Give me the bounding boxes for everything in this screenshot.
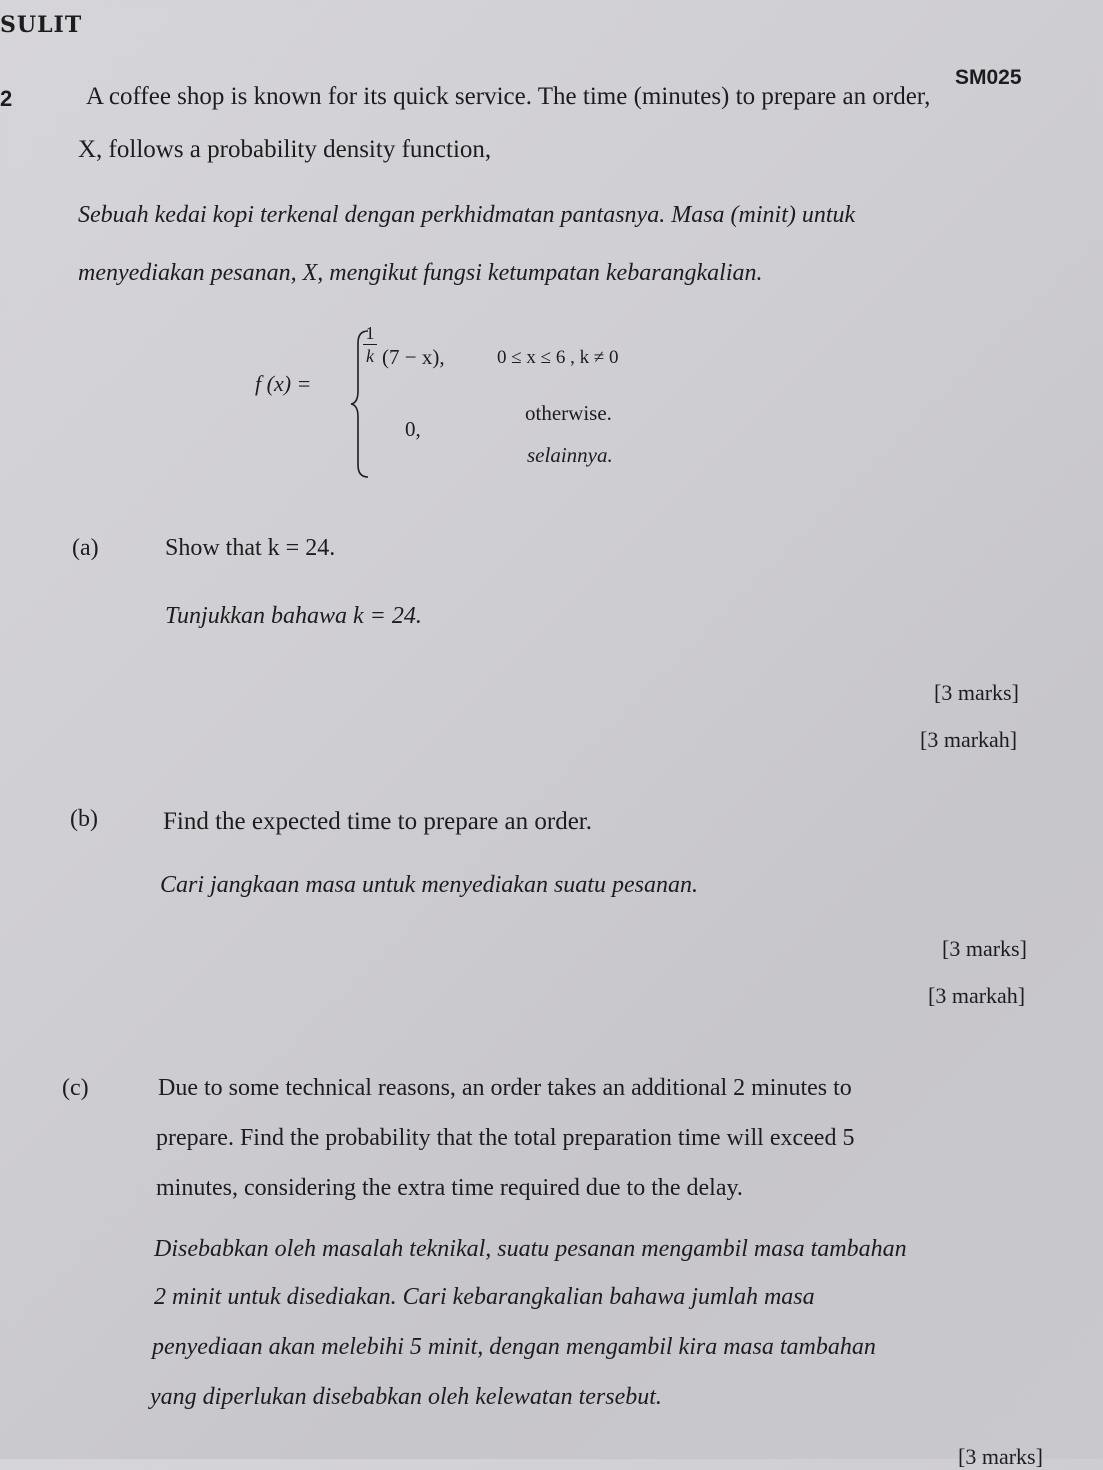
subject-code: SM025 [955, 66, 1022, 89]
intro-en-line-2: X, follows a probability density function, [78, 136, 492, 163]
case-1-expression: (7 − x), [382, 345, 445, 369]
case-2-value: 0, [405, 417, 421, 441]
piecewise-function [255, 315, 685, 495]
part-c-marks-en: [3 marks] [958, 1444, 1043, 1469]
function-lhs: f (x) = [255, 371, 312, 396]
part-c-text-ms-line-2: 2 minit untuk disediakan. Cari kebarangkalian bahawa jumlah masa [154, 1284, 815, 1310]
part-b-label: (b) [70, 806, 98, 832]
fraction-bar [363, 344, 377, 345]
intro-ms-line-1: Sebuah kedai kopi terkenal dengan perkhidmatan pantasnya. Masa (minit) untuk [78, 202, 856, 228]
part-b-marks-ms: [3 markah] [928, 983, 1026, 1008]
part-a-text-en: Show that k = 24. [165, 535, 336, 561]
part-a-marks-en: [3 marks] [934, 680, 1019, 705]
question-number: 2 [0, 86, 13, 111]
part-c-text-en-line-1: Due to some technical reasons, an order takes an additional 2 minutes to [158, 1075, 852, 1101]
fraction-numerator: 1 [365, 323, 375, 343]
intro-en-line-1: A coffee shop is known for its quick service. The time (minutes) to prepare an order, [86, 83, 931, 110]
part-c-text-en-line-3: minutes, considering the extra time required due to the delay. [156, 1175, 743, 1201]
case-2-condition-en: otherwise. [525, 401, 612, 425]
part-c-text-ms-line-4: yang diperlukan disebabkan oleh kelewatan tersebut. [150, 1384, 662, 1410]
part-a-marks-ms: [3 markah] [920, 727, 1018, 752]
part-a-text-ms: Tunjukkan bahawa k = 24. [165, 603, 422, 629]
part-b-text-en: Find the expected time to prepare an order. [163, 808, 593, 835]
part-b-text-ms: Cari jangkaan masa untuk menyediakan suatu pesanan. [160, 872, 698, 898]
part-c-text-ms-line-1: Disebabkan oleh masalah teknikal, suatu pesanan mengambil masa tambahan [154, 1236, 907, 1262]
case-1-condition: 0 ≤ x ≤ 6 , k ≠ 0 [497, 347, 619, 368]
part-a-label: (a) [72, 535, 99, 561]
part-c-text-ms-line-3: penyediaan akan melebihi 5 minit, dengan mengambil kira masa tambahan [152, 1334, 876, 1360]
fraction-denominator: k [366, 346, 374, 366]
intro-ms-line-2: menyediakan pesanan, X, mengikut fungsi ketumpatan kebarangkalian. [78, 260, 763, 286]
case-2-condition-ms: selainnya. [527, 443, 613, 467]
part-b-marks-en: [3 marks] [942, 936, 1027, 961]
part-c-text-en-line-2: prepare. Find the probability that the total preparation time will exceed 5 [156, 1125, 855, 1151]
part-c-label: (c) [62, 1075, 89, 1101]
header-sulit: SULIT [0, 12, 83, 38]
fraction-one-over-k [363, 323, 377, 366]
